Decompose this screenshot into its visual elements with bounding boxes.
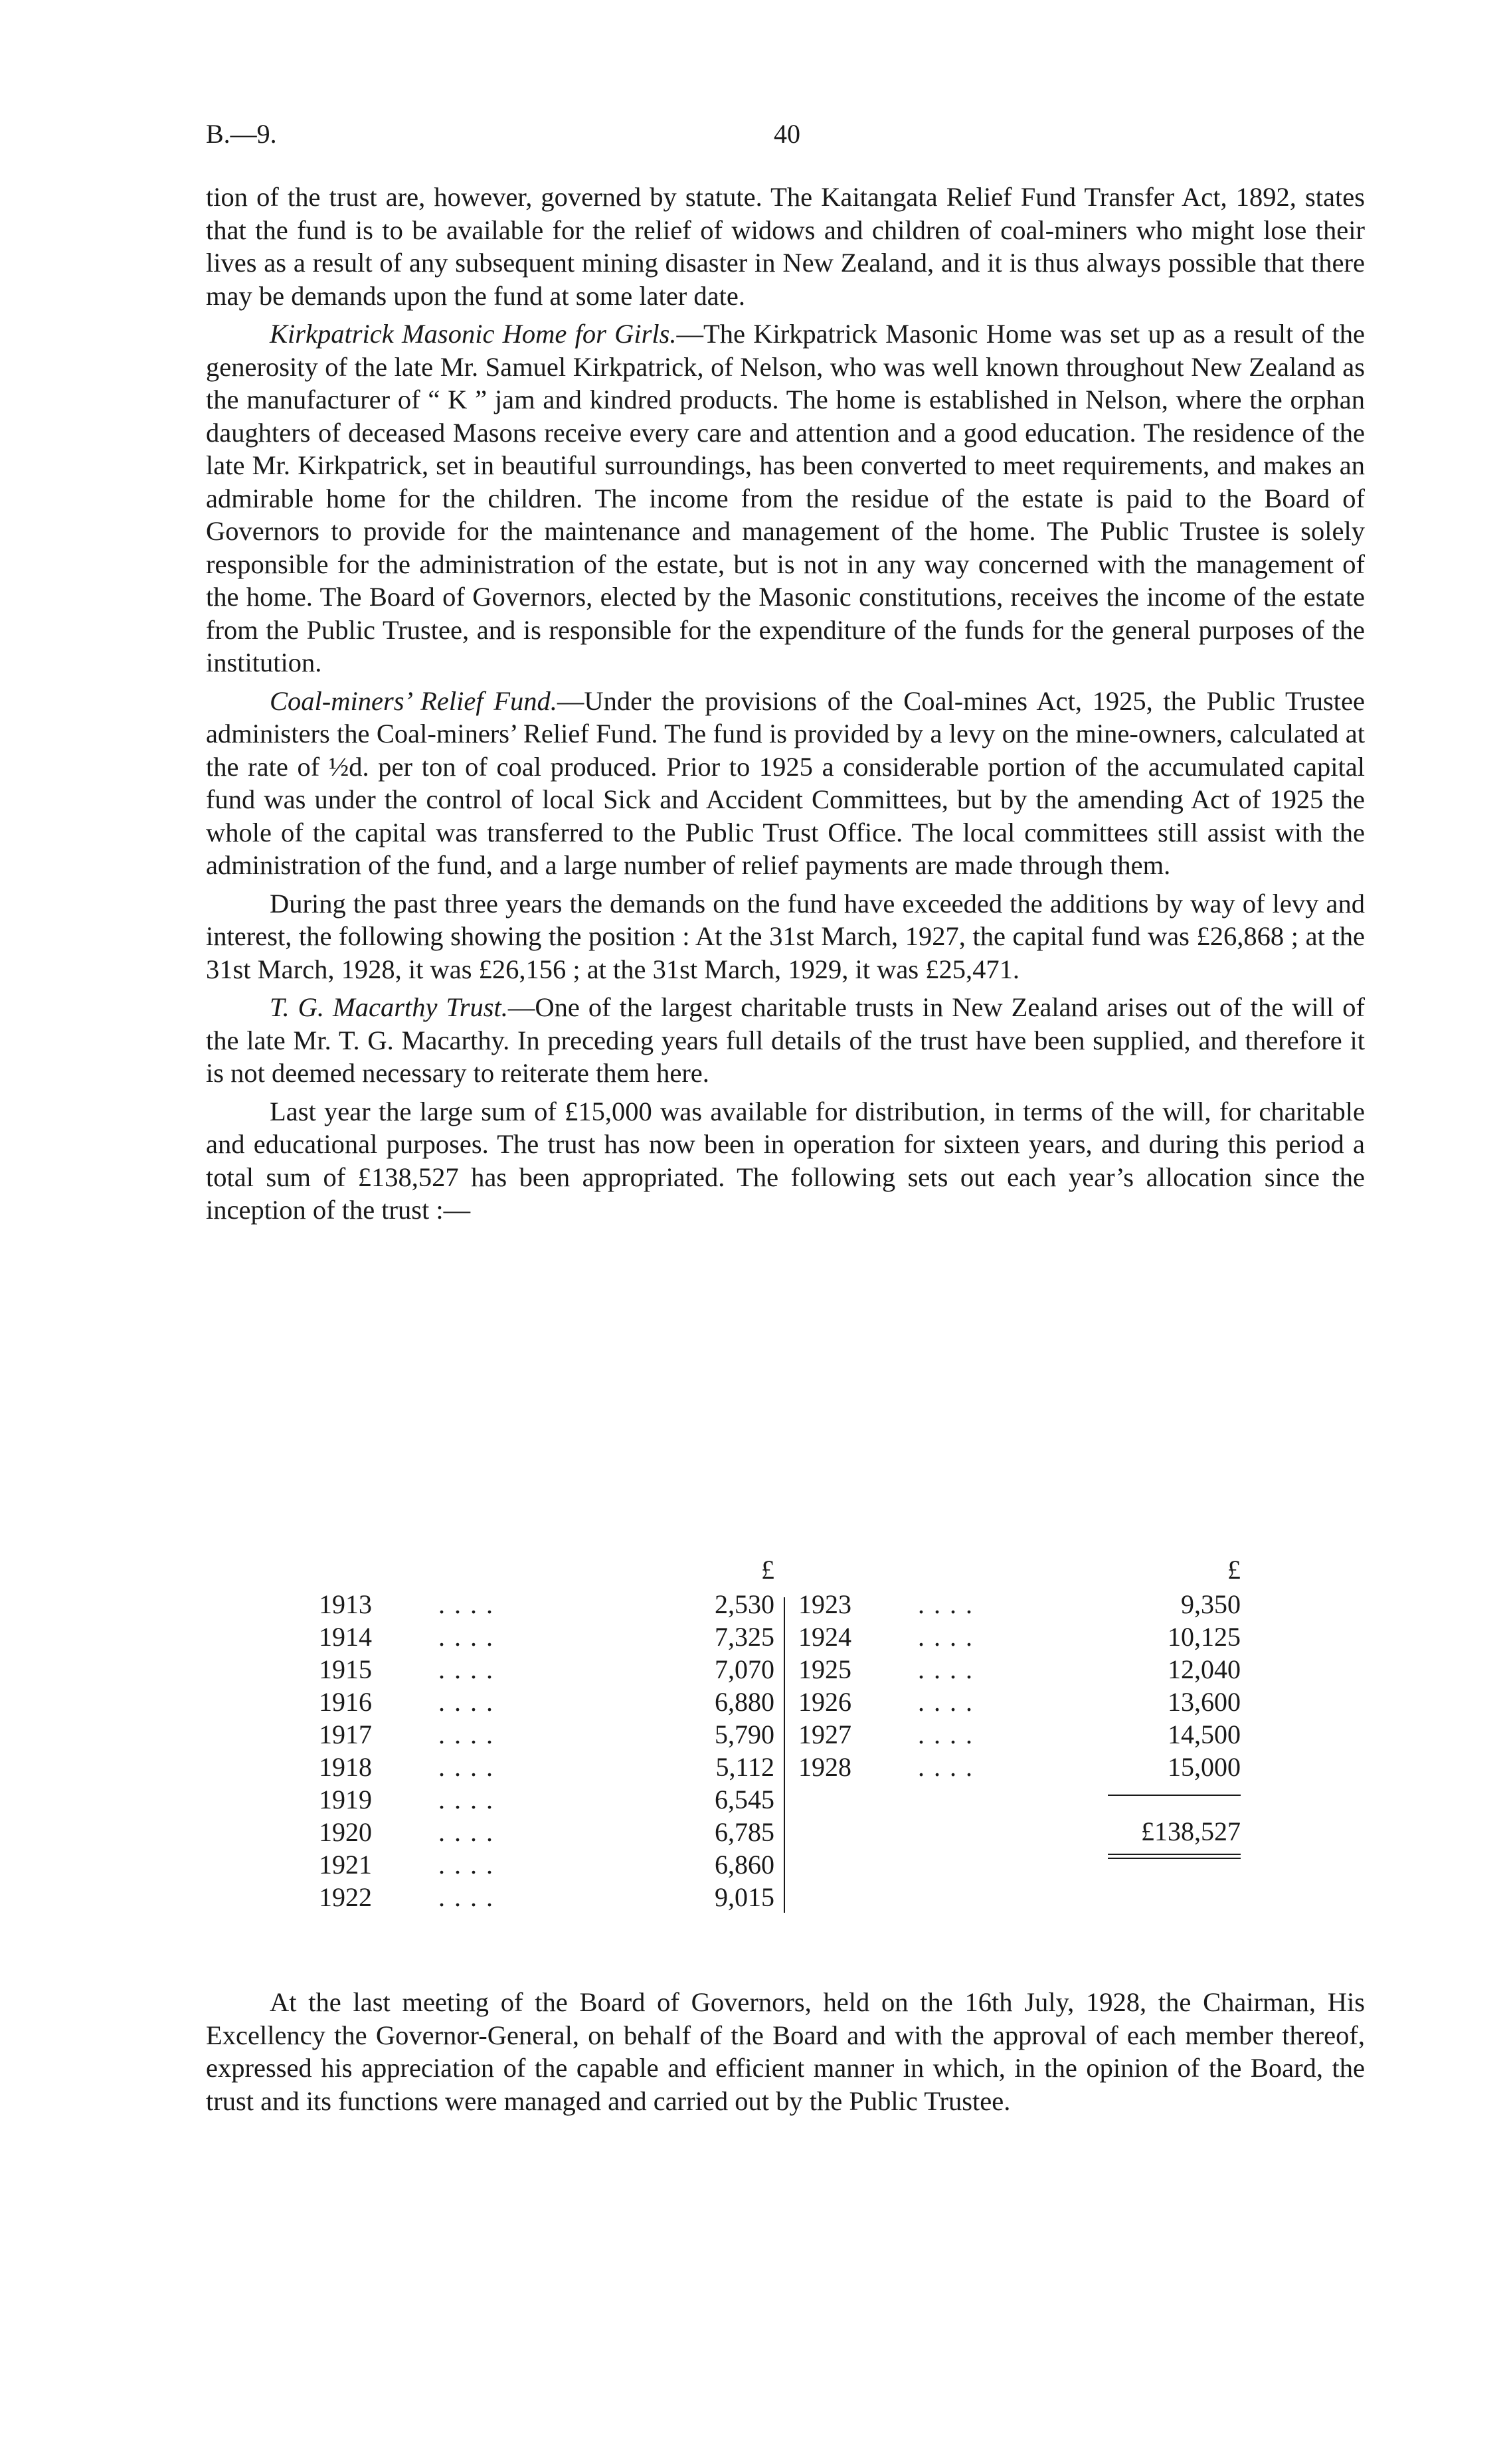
allocation-table bbox=[319, 1554, 1262, 1939]
year-cell: 1913 bbox=[319, 1589, 372, 1619]
paragraph-text: —One of the largest charitable trusts in New Zealand arises out of the will of the late Mr. T. G. Macarthy. In preceding years full details of the trust have been supplied, and therefore it is not deemed necessary to reiterate them here. bbox=[206, 992, 1365, 1088]
amount-cell: 13,600 bbox=[1168, 1687, 1241, 1717]
paragraph-kaitangata-continuation bbox=[206, 181, 1365, 312]
paragraph-text: —Under the provisions of the Coal-mines Act, 1925, the Public Trustee administers the Coal-miners’ Relief Fund. The fund is provided by a levy on the mine-owners, calculated at the rate of ½d. per ton of coal produced. Prior to 1925 a considerable portion of the accumulated capital fund was under the control of local Sick and Accident Committees, but by the amending Act of 1925 the whole of the capital was transferred to the Public Trust Office. The local committees still assist with the administration of the fund, and a large number of relief payments are made through them. bbox=[206, 685, 1365, 880]
dot-leader: . . . . bbox=[438, 1850, 494, 1880]
currency-header: £ bbox=[761, 1555, 774, 1585]
page-header bbox=[206, 118, 1348, 158]
year-cell: 1928 bbox=[798, 1752, 851, 1782]
currency-header: £ bbox=[1227, 1555, 1241, 1585]
dot-leader: . . . . bbox=[918, 1622, 974, 1652]
table-row bbox=[319, 1849, 784, 1882]
dot-leader: . . . . bbox=[918, 1752, 974, 1782]
dot-leader: . . . . bbox=[918, 1589, 974, 1619]
table-row bbox=[798, 1751, 1250, 1784]
dot-leader: . . . . bbox=[438, 1654, 494, 1684]
year-cell: 1921 bbox=[319, 1850, 372, 1880]
paragraph-text: —The Kirkpatrick Masonic Home was set up as a result of the generosity of the late Mr. Samuel Kirkpatrick, of Nelson, who was well known throughout New Zealand as the manufacturer of “ K ” jam and kindred products. The home is established in Nelson, where the orphan daughters of deceased Masons receive every care and attention and a good education. The residence of the late Mr. Kirkpatrick, set in beautiful surroundings, has been converted to meet requirements, and makes an admirable home for the children. The income from the residue of the estate is paid to the Board of Governors to provide for the maintenance and management of the home. The Public Trustee is solely responsible for the administration of the estate, but is not in any way concerned with the management of the home. The Board of Governors, elected by the Masonic constitutions, receives the income of the estate from the Public Trustee, and is responsible for the expenditure of the funds for the general purposes of the institution. bbox=[206, 319, 1365, 677]
amount-cell: 6,545 bbox=[715, 1785, 774, 1814]
dot-leader: . . . . bbox=[438, 1817, 494, 1847]
amount-cell: 10,125 bbox=[1168, 1622, 1241, 1652]
allocation-total: £138,527 bbox=[1141, 1816, 1241, 1846]
table-row bbox=[319, 1621, 784, 1654]
amount-cell: 2,530 bbox=[715, 1589, 774, 1619]
dot-leader: . . . . bbox=[918, 1654, 974, 1684]
year-cell: 1924 bbox=[798, 1622, 851, 1652]
amount-cell: 15,000 bbox=[1168, 1752, 1241, 1782]
table-row bbox=[319, 1654, 784, 1686]
year-cell: 1927 bbox=[798, 1719, 851, 1749]
amount-cell: 6,880 bbox=[715, 1687, 774, 1717]
amount-cell: 5,790 bbox=[715, 1719, 774, 1749]
year-cell: 1916 bbox=[319, 1687, 372, 1717]
paragraph-text: Last year the large sum of £15,000 was available for distribution, in terms of the will, for charitable and educational purposes. The trust has now been in operation for sixteen years, and during this period a total sum of £138,527 has been appropriated. The following sets out each year’s allocation since the inception of the trust :— bbox=[206, 1096, 1365, 1225]
year-cell: 1914 bbox=[319, 1622, 372, 1652]
year-cell: 1925 bbox=[798, 1654, 851, 1684]
allocation-column-right bbox=[798, 1554, 1250, 1859]
table-row bbox=[798, 1686, 1250, 1719]
table-row bbox=[319, 1816, 784, 1849]
amount-cell: 7,325 bbox=[715, 1622, 774, 1652]
paragraph-text: During the past three years the demands on the fund have exceeded the additions by way of levy and interest, the following showing the position : At the 31st March, 1927, the capital fund was £26,868 ; at the 31st March, 1928, it was £26,156 ; at the 31st March, 1929, it was £25,471. bbox=[206, 888, 1365, 984]
paragraph-allocation-intro bbox=[206, 1095, 1365, 1227]
amount-cell: 9,015 bbox=[715, 1882, 774, 1912]
dot-leader: . . . . bbox=[438, 1687, 494, 1717]
amount-cell: 7,070 bbox=[715, 1654, 774, 1684]
paragraph-closing: At the last meeting of the Board of Governors, held on the 16th July, 1928, the Chairman, His Excellency the Governor-General, on behalf of the Board and with the approval of each member thereof, expressed his appreciation of the capable and efficient manner in which, in the opinion of the Board, the trust and its functions were managed and carried out by the Public Trustee. bbox=[206, 1987, 1365, 2116]
amount-cell: 5,112 bbox=[715, 1752, 774, 1782]
dot-leader: . . . . bbox=[438, 1752, 494, 1782]
table-row bbox=[798, 1621, 1250, 1654]
year-cell: 1923 bbox=[798, 1589, 851, 1619]
subtotal-rule bbox=[1108, 1795, 1241, 1796]
dot-leader: . . . . bbox=[918, 1719, 974, 1749]
amount-cell: 14,500 bbox=[1168, 1719, 1241, 1749]
section-heading-kirkpatrick: Kirkpatrick Masonic Home for Girls. bbox=[270, 319, 677, 349]
column-divider bbox=[784, 1597, 785, 1913]
page-number: 40 bbox=[774, 119, 800, 149]
body-text bbox=[206, 181, 1365, 1232]
table-row bbox=[319, 1589, 784, 1621]
table-row bbox=[798, 1719, 1250, 1751]
table-row bbox=[319, 1719, 784, 1751]
table-row bbox=[798, 1589, 1250, 1621]
allocation-column-left bbox=[319, 1554, 784, 1914]
paragraph-fund-position bbox=[206, 887, 1365, 986]
table-row bbox=[798, 1654, 1250, 1686]
dot-leader: . . . . bbox=[438, 1622, 494, 1652]
dot-leader: . . . . bbox=[438, 1719, 494, 1749]
dot-leader: . . . . bbox=[438, 1589, 494, 1619]
amount-cell: 6,785 bbox=[715, 1817, 774, 1847]
total-double-rule bbox=[1108, 1854, 1241, 1859]
table-row bbox=[319, 1784, 784, 1816]
section-heading-coal-miners: Coal-miners’ Relief Fund. bbox=[270, 685, 557, 716]
year-cell: 1915 bbox=[319, 1654, 372, 1684]
paragraph-text: tion of the trust are, however, governed by statute. The Kaitangata Relief Fund Transfer Act, 1892, states that the fund is to be available for the relief of widows and children of coal-miners who might lose their lives as a result of any subsequent mining disaster in New Zealand, and it is thus always possible that there may be demands upon the fund at some later date. bbox=[206, 182, 1365, 311]
table-row bbox=[319, 1751, 784, 1784]
year-cell: 1926 bbox=[798, 1687, 851, 1717]
table-row bbox=[319, 1882, 784, 1914]
year-cell: 1922 bbox=[319, 1882, 372, 1912]
dot-leader: . . . . bbox=[918, 1687, 974, 1717]
paragraph-coal-miners-fund bbox=[206, 685, 1365, 882]
amount-cell: 9,350 bbox=[1181, 1589, 1241, 1619]
document-reference: B.—9. bbox=[206, 119, 277, 149]
amount-cell: 12,040 bbox=[1168, 1654, 1241, 1684]
dot-leader: . . . . bbox=[438, 1882, 494, 1912]
year-cell: 1919 bbox=[319, 1785, 372, 1814]
year-cell: 1918 bbox=[319, 1752, 372, 1782]
paragraph-kirkpatrick-home bbox=[206, 317, 1365, 679]
year-cell: 1917 bbox=[319, 1719, 372, 1749]
section-heading-macarthy: T. G. Macarthy Trust. bbox=[270, 992, 508, 1022]
year-cell: 1920 bbox=[319, 1817, 372, 1847]
table-row bbox=[319, 1686, 784, 1719]
amount-cell: 6,860 bbox=[715, 1850, 774, 1880]
dot-leader: . . . . bbox=[438, 1785, 494, 1814]
paragraph-macarthy-trust bbox=[206, 991, 1365, 1090]
